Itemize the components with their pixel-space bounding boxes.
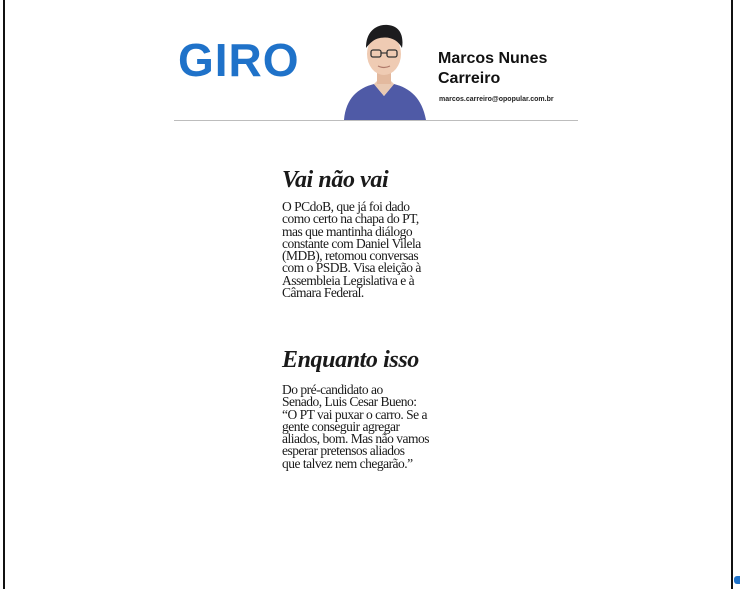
article-enquanto-isso <box>282 346 472 470</box>
article-body: O PCdoB, que já foi dado como certo na chapa do PT, mas que mantinha diálogo constante com Daniel Vilela (MDB), retomou conversas com o PSDB. Visa eleição à Assembleia Legislativa e à Câmara Federal. <box>282 199 421 301</box>
giro-logo: GIRO <box>178 34 300 86</box>
column-header <box>174 14 578 121</box>
author-email: marcos.carreiro@opopular.com.br <box>439 96 554 103</box>
article-headline: Vai não vai <box>282 167 389 193</box>
article-vai-nao-vai <box>282 166 472 299</box>
author-photo <box>340 16 428 120</box>
page-edge-marker <box>734 576 740 584</box>
article-headline: Enquanto isso <box>282 347 419 373</box>
article-body: Do pré-candidato ao Senado, Luis Cesar Bueno: “O PT vai puxar o carro. Se a gente conseguir agregar aliados, bom. Mas não vamos esperar pretensos aliados que talvez nem chegarão.” <box>282 382 429 471</box>
author-name: Marcos Nunes Carreiro <box>438 50 548 87</box>
